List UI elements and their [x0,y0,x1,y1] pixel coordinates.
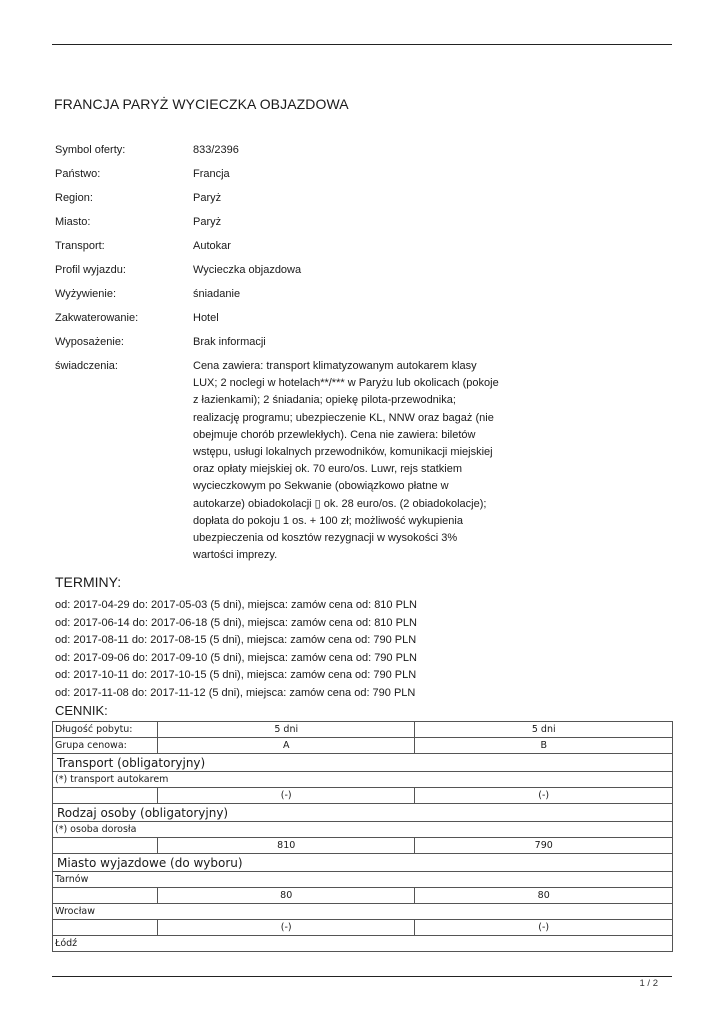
top-rule [52,44,672,45]
services-line: dopłata do pokoju 1 os. + 100 zł; możliwość wykupienia [193,514,463,527]
table-group-row [53,854,673,872]
detail-row-board [55,286,515,310]
table-row [53,838,673,854]
table-row [53,788,673,804]
table-cell [53,920,158,936]
item-name: (*) osoba dorosła [53,822,673,838]
table-item-row [53,904,673,920]
detail-row-equipment [55,334,515,358]
terms-heading: TERMINY: [55,574,122,590]
table-cell: 80 [415,888,673,904]
detail-row-services [55,358,515,564]
detail-label: Miasto: [55,216,91,228]
detail-label: Wyżywienie: [55,288,117,300]
item-name: Tarnów [53,872,673,888]
detail-label: Region: [55,192,93,204]
table-row-price-group [53,738,673,754]
detail-value: Hotel [193,312,219,324]
table-group-row [53,804,673,822]
detail-label: Państwo: [55,168,101,180]
services-line: autokarze) obiadokolacji ▯ ok. 28 euro/os. (2 obiadokolacje); [193,497,487,510]
services-line: wycieczkowym po Sekwanie (obowiązkowo płatne w [193,480,449,493]
services-line: wartości imprezy. [193,549,278,562]
services-line: wstępu, usługi lokalnych przewodników, komunikacji miejskiej [193,446,493,459]
table-cell: (-) [415,788,673,804]
table-item-row [53,822,673,838]
term-item: od: 2017-11-08 do: 2017-11-12 (5 dni), miejsca: zamów cena od: 790 PLN [55,686,416,699]
table-row [53,920,673,936]
services-line: z łazienkami); 2 śniadania; opiekę pilota-przewodnika; [193,394,456,407]
detail-value: Paryż [193,192,222,204]
table-cell: 80 [158,888,415,904]
group-title: Rodzaj osoby (obligatoryjny) [53,804,673,822]
detail-row-trip-profile [55,262,515,286]
term-item: od: 2017-06-14 do: 2017-06-18 (5 dni), miejsca: zamów cena od: 810 PLN [55,616,417,629]
table-item-row [53,772,673,788]
group-title: Transport (obligatoryjny) [53,754,673,772]
services-line: oraz opłaty miejskiej ok. 70 euro/os. Luwr, rejs statkiem [193,463,463,476]
table-cell: (-) [158,920,415,936]
table-cell: (-) [158,788,415,804]
services-description [193,358,515,564]
services-line: Cena zawiera: transport klimatyzowanym autokarem klasy [193,360,477,372]
term-item: od: 2017-09-06 do: 2017-09-10 (5 dni), miejsca: zamów cena od: 790 PLN [55,651,417,664]
term-item: od: 2017-08-11 do: 2017-08-15 (5 dni), miejsca: zamów cena od: 790 PLN [55,634,417,646]
detail-row-transport [55,238,515,262]
terms-list [55,597,417,702]
table-cell: 5 dni [415,722,673,738]
table-cell [53,838,158,854]
table-header-cell: Długość pobytu: [53,722,158,738]
table-cell: 810 [158,838,415,854]
table-cell [53,788,158,804]
bottom-rule [52,976,672,977]
detail-label: Transport: [55,240,105,252]
page-number: 1 / 2 [639,978,658,989]
detail-label: Zakwaterowanie: [55,312,139,324]
table-item-row [53,872,673,888]
term-item: od: 2017-04-29 do: 2017-05-03 (5 dni), miejsca: zamów cena od: 810 PLN [55,599,417,611]
detail-label: Profil wyjazdu: [55,264,126,276]
services-line: realizację programu; ubezpieczenie KL, NNW oraz bagaż (nie [193,411,494,424]
offer-title: FRANCJA PARYŻ WYCIECZKA OBJAZDOWA [54,96,349,112]
offer-details [55,142,515,564]
table-header-cell: Grupa cenowa: [53,738,158,754]
services-line: obejmuje chorób przewlekłych). Cena nie zawiera: biletów [193,428,476,441]
detail-label: Symbol oferty: [55,144,126,156]
item-name: (*) transport autokarem [53,772,673,788]
table-group-row [53,754,673,772]
table-row [53,888,673,904]
detail-value: Autokar [193,240,231,252]
table-cell [53,888,158,904]
group-title: Miasto wyjazdowe (do wyboru) [53,854,673,872]
price-table [52,721,673,952]
term-item: od: 2017-10-11 do: 2017-10-15 (5 dni), miejsca: zamów cena od: 790 PLN [55,669,417,681]
price-list-heading: CENNIK: [55,703,108,718]
table-item-row [53,936,673,952]
detail-value: Paryż [193,216,222,228]
detail-label: Wyposażenie: [55,336,124,348]
detail-value: Wycieczka objazdowa [193,264,302,276]
detail-row-city [55,214,515,238]
table-cell: (-) [415,920,673,936]
table-cell: A [158,738,415,754]
detail-label: świadczenia: [55,360,118,372]
table-cell: B [415,738,673,754]
detail-value: Francja [193,168,230,180]
detail-row-country [55,166,515,190]
detail-row-symbol [55,142,515,166]
table-row-duration [53,722,673,738]
services-line: ubezpieczenia od kosztów rezygnacji w wysokości 3% [193,532,458,545]
detail-value: Brak informacji [193,336,266,348]
services-line: LUX; 2 noclegi w hotelach**/*** w Paryżu lub okolicach (pokoje [193,377,499,390]
detail-value: śniadanie [193,288,241,300]
item-name: Łódź [53,936,673,952]
item-name: Wrocław [53,904,673,920]
table-cell: 790 [415,838,673,854]
detail-row-region [55,190,515,214]
detail-row-accommodation [55,310,515,334]
table-cell: 5 dni [158,722,415,738]
detail-value: 833/2396 [193,144,239,156]
